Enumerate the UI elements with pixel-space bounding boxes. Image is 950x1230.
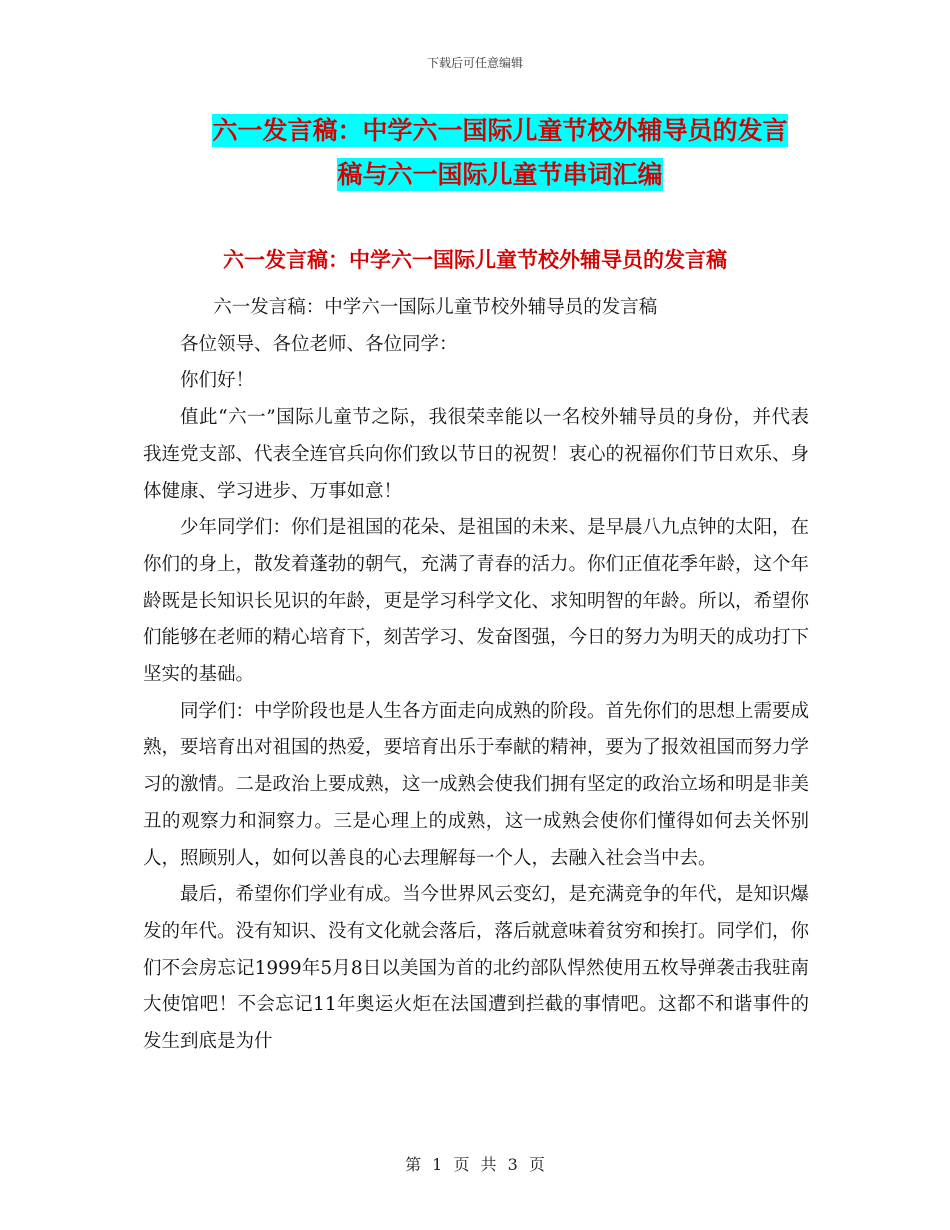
page-header-note: 下载后可任意编辑	[426, 56, 523, 70]
body-paragraph: 最后，希望你们学业有成。当今世界风云变幻，是充满竞争的年代，是知识爆发的年代。没有知识、没有文化就会落后，落后就意味着贫穷和挨打。同学们，你们不会房忘记1999年5月8日以美国为首的北约部队悍然使用五枚导弹袭击我驻南大使馆吧！不会忘记11年奥运火炬在法国遭到拦截的事情吧。这都不和谐事件的发生到底是为什	[143, 884, 810, 1053]
title-highlight: 稿与六一国际儿童节串词汇编	[337, 160, 663, 189]
page-number-footer: 第 1 页 共 3 页	[405, 1155, 545, 1174]
section-heading: 六一发言稿：中学六一国际儿童节校外辅导员的发言稿	[223, 248, 727, 272]
body-paragraph: 少年同学们：你们是祖国的花朵、是祖国的未来、是早晨八九点钟的太阳，在你们的身上，散发着蓬勃的朝气，充满了青春的活力。你们正值花季年龄，这个年龄既是长知识长见识的年龄，更是学习科学文化、求知明智的年龄。所以，希望你们能够在老师的精心培育下，刻苦学习、发奋图强，今日的努力为明天的成功打下坚实的基础。	[143, 517, 810, 686]
body-paragraph: 同学们：中学阶段也是人生各方面走向成熟的阶段。首先你们的思想上需要成熟，要培育出对祖国的热爱，要培育出乐于奉献的精神，要为了报效祖国而努力学习的激情。二是政治上要成熟，这一成熟会使我们拥有坚定的政治立场和明是非美丑的观察力和洞察力。三是心理上的成熟，这一成熟会使你们懂得如何去关怀别人，照顾别人，如何以善良的心去理解每一个人，去融入社会当中去。	[143, 700, 810, 869]
body-paragraph: 六一发言稿：中学六一国际儿童节校外辅导员的发言稿	[213, 297, 658, 318]
body-paragraph: 值此“六一”国际儿童节之际，我很荣幸能以一名校外辅导员的身份，并代表我连党支部、代表全连官兵向你们致以节日的祝贺！衷心的祝福你们节日欢乐、身体健康、学习进步、万事如意！	[143, 407, 810, 502]
body-paragraph: 你们好！	[180, 370, 255, 392]
body-paragraph: 各位领导、各位老师、各位同学：	[180, 333, 458, 355]
document-title-line-2	[150, 148, 850, 202]
title-highlight: 六一发言稿：中学六一国际儿童节校外辅导员的发言	[212, 116, 788, 145]
document-body	[143, 290, 809, 1061]
